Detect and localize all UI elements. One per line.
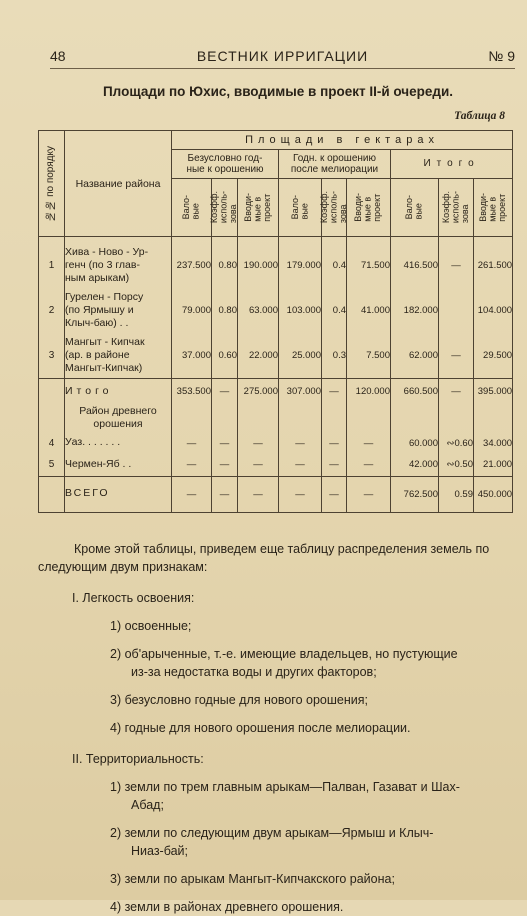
journal-title: ВЕСТНИК ИРРИГАЦИИ <box>196 48 369 64</box>
section-territoriality: II. Территориальность: <box>72 752 204 766</box>
running-header <box>50 46 515 69</box>
col-gross-1: Вало- вые <box>172 179 212 237</box>
grand-total-label: ВСЕГО <box>65 476 172 512</box>
col-gross-3: Вало- вые <box>391 179 439 237</box>
list-item: 1) земли по трем главным арыкам—Палван, Газават и Шах- <box>110 780 460 794</box>
col-coef-2: Коэфф. исполь- зова <box>322 179 347 237</box>
list-item: 4) годные для нового орошения после мелиорации. <box>110 721 411 735</box>
col-number-header <box>39 131 65 237</box>
body-text <box>38 540 518 916</box>
subgroup-fit-header: Безусловно год- ные к орошению <box>172 150 279 179</box>
col-intro-2: Вводи- мые в проект <box>347 179 391 237</box>
issue-number: № 9 <box>488 48 515 64</box>
list-item-continued: из-за недостатка воды и других факторов; <box>131 665 377 679</box>
row-name: Мангыт - Кипчак (ар. в районе Мангыт-Кипчак) <box>65 333 172 378</box>
row-name: Гурелен - Порсу (по Ярмышу и Клыч-баю) . . <box>65 288 172 333</box>
col-intro-1: Вводи- мые в проект <box>238 179 279 237</box>
col-gross-2: Вало- вые <box>279 179 322 237</box>
col-name-header: Название района <box>65 131 172 237</box>
area-group-header: Площади в гектарах <box>172 131 513 150</box>
row-name: Хива - Ново - Ур- генч (по 3 глав- ным арыкам) <box>65 243 172 288</box>
list-item: 4) земли в районах древнего орошения. <box>110 900 344 914</box>
table-row: 2 Гурелен - Порсу (по Ярмышу и Клыч-баю) . . 79.000 0.80 63.000 103.000 0.4 41.000 182.000 104.000 <box>39 288 513 333</box>
list-item-continued: Абад; <box>131 798 164 812</box>
total-row: Итого 353.500 — 275.000 307.000 — 120.000 660.500 — 395.000 <box>39 378 513 404</box>
col-number-label: №№ по порядку <box>45 145 57 222</box>
table-container <box>38 130 512 513</box>
col-coef-3: Коэфф. исполь- зова <box>439 179 474 237</box>
subgroup-reclaim-header: Годн. к орошению после мелиорации <box>279 150 391 179</box>
page-number: 48 <box>50 48 66 64</box>
col-intro-3: Вводи- мые в проект <box>474 179 513 237</box>
intro-paragraph: Кроме этой таблицы, приведем еще таблицу распределения земель по следующим двум признакам: <box>38 542 490 574</box>
section-ease-of-development: I. Легкость освоения: <box>72 591 195 605</box>
ancient-irrigation-label: Район древнего орошения <box>65 404 172 432</box>
table-row: 4 Уаз. . . . . . . — — — — — — 60.000 ∾0.60 34.000 <box>39 432 513 454</box>
list-item: 1) освоенные; <box>110 619 192 633</box>
table-row: 1 Хива - Ново - Ур- генч (по 3 глав- ным арыкам) 237.500 0.80 190.000 179.000 0.4 71.500 416.500 — 261.500 <box>39 243 513 288</box>
row-name: Уаз. . . . . . . <box>65 432 172 454</box>
subgroup-total-header: Итого <box>391 150 513 179</box>
ancient-irrigation-label-row <box>39 404 513 432</box>
row-name: Чермен-Яб . . <box>65 454 172 476</box>
table-row: 3 Мангыт - Кипчак (ар. в районе Мангыт-Кипчак) 37.000 0.60 22.000 25.000 0.3 7.500 62.000 — 29.500 <box>39 333 513 378</box>
table-title: Площади по Юхис, вводимые в проект II-й очереди. <box>102 84 454 99</box>
list-item: 3) безусловно годные для нового орошения; <box>110 693 368 707</box>
grand-total-row: ВСЕГО — — — — — — 762.500 0.59 450.000 <box>39 476 513 512</box>
list-item: 2) земли по следующим двум арыкам—Ярмыш и Клыч- <box>110 826 434 840</box>
col-coef-1: Коэфф. исполь- зова <box>212 179 238 237</box>
list-item-continued: Ниаз-бай; <box>131 844 188 858</box>
total-label: Итого <box>65 378 172 404</box>
table-row: 5 Чермен-Яб . . — — — — — — 42.000 ∾0.50 21.000 <box>39 454 513 476</box>
data-table <box>38 130 513 513</box>
list-item: 2) об'арыченные, т.-е. имеющие владельцев, но пустующие <box>110 647 458 661</box>
list-item: 3) земли по арыкам Мангыт-Кипчакского района; <box>110 872 395 886</box>
table-caption: Таблица 8 <box>454 110 505 122</box>
